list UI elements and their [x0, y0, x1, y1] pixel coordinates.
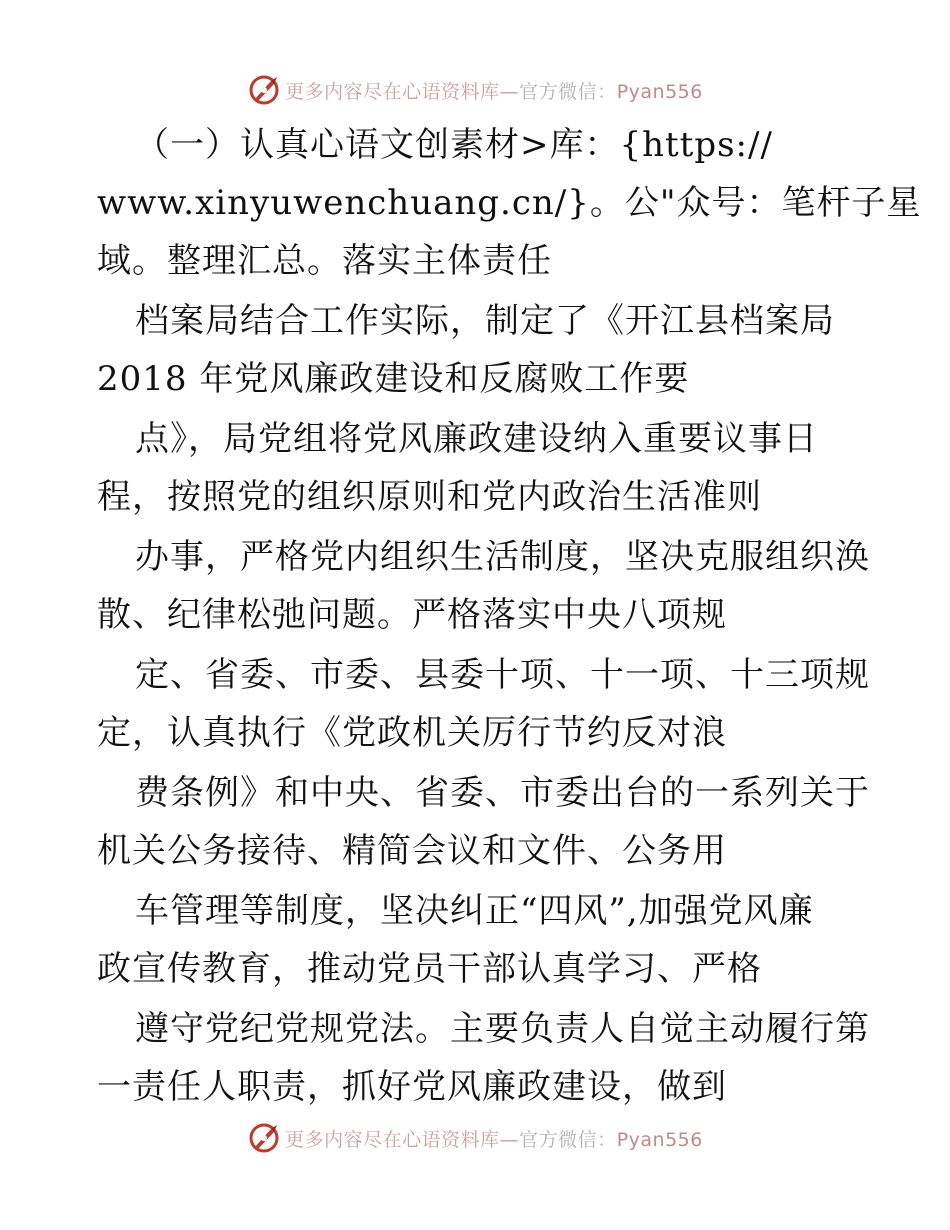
text-line: 车管理等制度，坚决纠正“四风”,加强党风廉 — [135, 891, 814, 931]
text-line: 档案局结合工作实际，制定了《开江县档案局 — [135, 301, 835, 341]
watermark-wechat-id: Pyan556 — [616, 80, 703, 103]
text-line: 办事，严格党内组织生活制度，坚决克服组织涣 — [135, 537, 870, 577]
text-line: 费条例》和中央、省委、市委出台的一系列关于 — [135, 773, 870, 813]
text-line: 一责任人职责，抓好党风廉政建设，做到 — [97, 1067, 727, 1107]
quill-logo-icon — [247, 1121, 281, 1155]
quill-logo-icon — [247, 73, 281, 107]
text-line: 定，认真执行《党政机关厉行节约反对浪 — [97, 713, 727, 753]
watermark-wechat-label: 官方微信： — [519, 80, 617, 103]
text-line: （一）认真心语文创素材>库：{https:// — [135, 125, 773, 165]
footer-watermark — [0, 1118, 950, 1158]
header-watermark — [0, 70, 950, 110]
watermark-main-text: 更多内容尽在心语资料库 — [285, 80, 500, 103]
watermark-main-text: 更多内容尽在心语资料库 — [285, 1128, 500, 1151]
watermark-dash: — — [499, 80, 520, 103]
text-line: 遵守党纪党规党法。主要负责人自觉主动履行第 — [135, 1009, 870, 1049]
text-line: 点》，局党组将党风廉政建设纳入重要议事日 — [135, 419, 818, 459]
text-line: 机关公务接待、精简会议和文件、公务用 — [97, 831, 727, 871]
text-line: 政宣传教育，推动党员干部认真学习、严格 — [97, 949, 762, 989]
text-line: 2018 年党风廉政建设和反腐败工作要 — [97, 359, 690, 399]
text-line: 程，按照党的组织原则和党内政治生活准则 — [97, 477, 762, 517]
text-line: 散、纪律松弛问题。严格落实中央八项规 — [97, 595, 727, 635]
text-line: 域。整理汇总。落实主体责任 — [97, 241, 552, 281]
text-line: 定、省委、市委、县委十项、十一项、十三项规 — [135, 655, 870, 695]
watermark-wechat-label: 官方微信： — [519, 1128, 617, 1151]
watermark-wechat-id: Pyan556 — [616, 1128, 703, 1151]
text-line: www.xinyuwenchuang.cn/}。公"众号：笔杆子星 — [97, 183, 922, 223]
watermark-dash: — — [499, 1128, 520, 1151]
